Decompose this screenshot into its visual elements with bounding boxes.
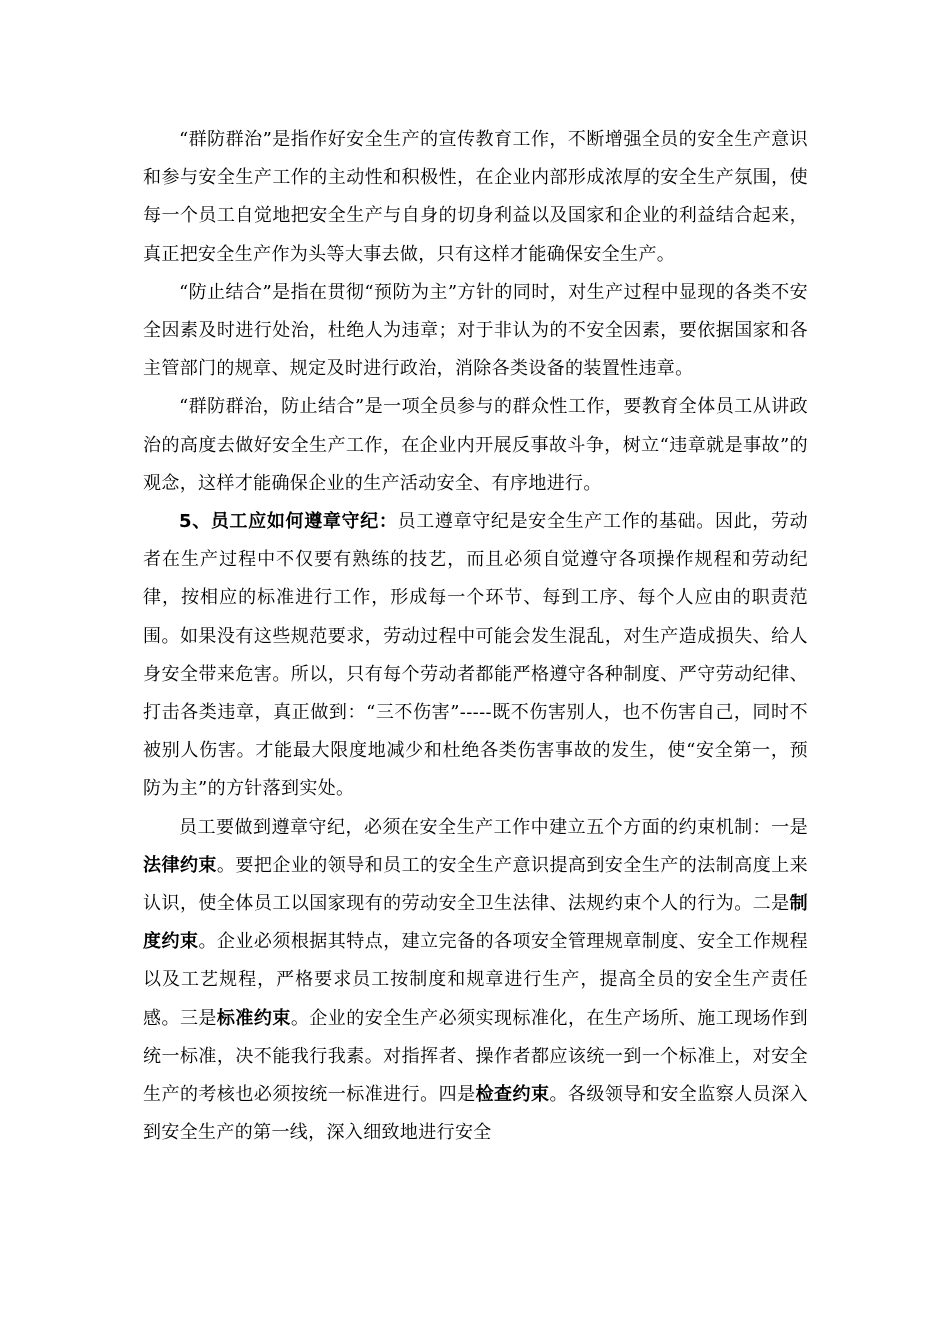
paragraph-section-5	[143, 503, 808, 809]
paragraph-constraint-mechanisms	[143, 809, 808, 1153]
keyword-standard-constraint: 标准约束	[216, 1007, 291, 1029]
text-segment: 。要把企业的领导和员工的安全生产意识提高到安全生产的法制高度上来认识，使全体员工以国家现有的劳动安全卫生法律、法规约束个人的行为。二是	[143, 854, 808, 915]
document-page	[143, 121, 808, 1152]
paragraph-qunfang-qunzhi: “群防群治”是指作好安全生产的宣传教育工作，不断增强全员的安全生产意识和参与安全生产工作的主动性和积极性，在企业内部形成浓厚的安全生产氛围，使每一个员工自觉地把安全生产与自身的切身利益以及国家和企业的利益结合起来，真正把安全生产作为头等大事去做，只有这样才能确保安全生产。	[143, 129, 808, 265]
keyword-legal-constraint: 法律约束	[143, 854, 217, 876]
text-segment: 。各级领导和安全监察人员深入到安全生产的第一线，深入细致地进行安全	[143, 1084, 808, 1144]
keyword-inspection-constraint: 检查约束	[475, 1084, 550, 1106]
text-segment: 。企业的安全生产必须实现标准化，在生产场所、施工现场作到统一标准，决不能我行我素。对指挥者、操作者都应该统一到一个标准上，对安全生产的考核也必须按统一标准进行。四是	[143, 1007, 808, 1106]
paragraph-combined-principle: “群防群治，防止结合”是一项全员参与的群众性工作，要教育全体员工从讲政治的高度去做好安全生产工作，在企业内开展反事故斗争，树立“违章就是事故”的观念，这样才能确保企业的生产活动安全、有序地进行。	[143, 396, 808, 494]
section-5-body: 员工遵章守纪是安全生产工作的基础。因此，劳动者在生产过程中不仅要有熟练的技艺，而且必须自觉遵守各项操作规程和劳动纪律，按相应的标准进行工作，形成每一个环节、每到工序、每个人应由的职责范围。如果没有这些规范要求，劳动过程中可能会发生混乱，对生产造成损失、给人身安全带来危害。所以，只有每个劳动者都能严格遵守各种制度、严守劳动纪律、打击各类违章，真正做到：“三不伤害”-----既不伤害别人，也不伤害自己，同时不被别人伤害。才能最大限度地减少和杜绝各类伤害事故的发生，使“安全第一，预防为主”的方针落到实处。	[143, 511, 808, 800]
keyword-system-constraint: 制度约束	[143, 893, 808, 953]
text-segment: 员工要做到遵章守纪，必须在安全生产工作中建立五个方面的约束机制：一是	[179, 816, 808, 838]
section-5-heading: 5、员工应如何遵章守纪：	[179, 511, 398, 533]
paragraph-fangzhi-jiehe: “防止结合”是指在贯彻“预防为主”方针的同时，对生产过程中显现的各类不安全因素及时进行处治，杜绝人为违章；对于非认为的不安全因素，要依据国家和各主管部门的规章、规定及时进行政治，消除各类设备的装置性违章。	[143, 281, 808, 380]
text-segment: 。企业必须根据其特点，建立完备的各项安全管理规章制度、安全工作规程以及工艺规程，严格要求员工按制度和规章进行生产，提高全员的安全生产责任感。三是	[143, 931, 808, 1029]
